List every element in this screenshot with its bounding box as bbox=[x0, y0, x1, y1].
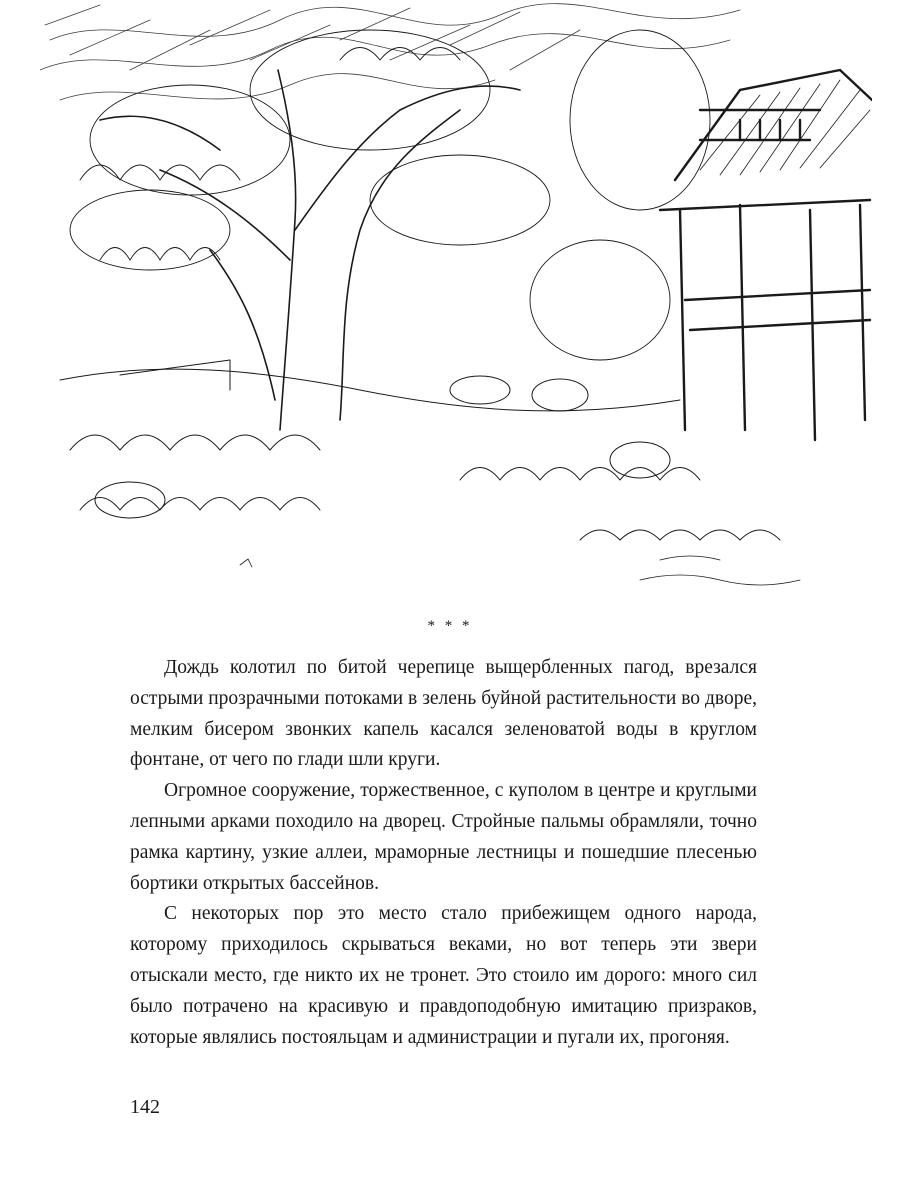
page-number: 142 bbox=[130, 1096, 160, 1118]
sky-hatching bbox=[40, 4, 740, 100]
foliage-scribbles bbox=[70, 30, 710, 360]
body-text bbox=[130, 653, 757, 1053]
left-trees bbox=[100, 70, 520, 430]
pagoda-roof-hatching bbox=[700, 80, 870, 175]
pond-ripples bbox=[240, 556, 800, 585]
ground-and-bushes bbox=[60, 360, 780, 540]
paragraph-3: С некоторых пор это место стало прибежищем одного народа, которому приходилось скрываться веками, но вот теперь эти звери отыскали место, где никто их не тронет. Это стоило им дорого: много сил было потрачено на красивую и правдоподобную имитацию призраков, которые являлись постояльцам и администрации и пугали их, прогоняя. bbox=[130, 903, 757, 1048]
paragraph-2: Огромное сооружение, торжественное, с куполом в центре и круглыми лепными арками походило на дворец. Стройные пальмы обрамляли, точно рамка картину, узкие аллеи, мраморные лестницы и пошедшие плесенью бортики открытых бассейнов. bbox=[130, 780, 757, 894]
section-separator: * * * bbox=[427, 618, 473, 634]
garden-pagoda-illustration bbox=[40, 0, 872, 610]
pagoda bbox=[660, 70, 872, 440]
paragraph-1: Дождь колотил по битой черепице выщербленных пагод, врезался острыми прозрачными потоками в зелень буйной растительности во дворе, мелким бисером звонких капель касался зеленоватой воды в круглом фонтане, от чего по глади шли круги. bbox=[130, 657, 757, 771]
